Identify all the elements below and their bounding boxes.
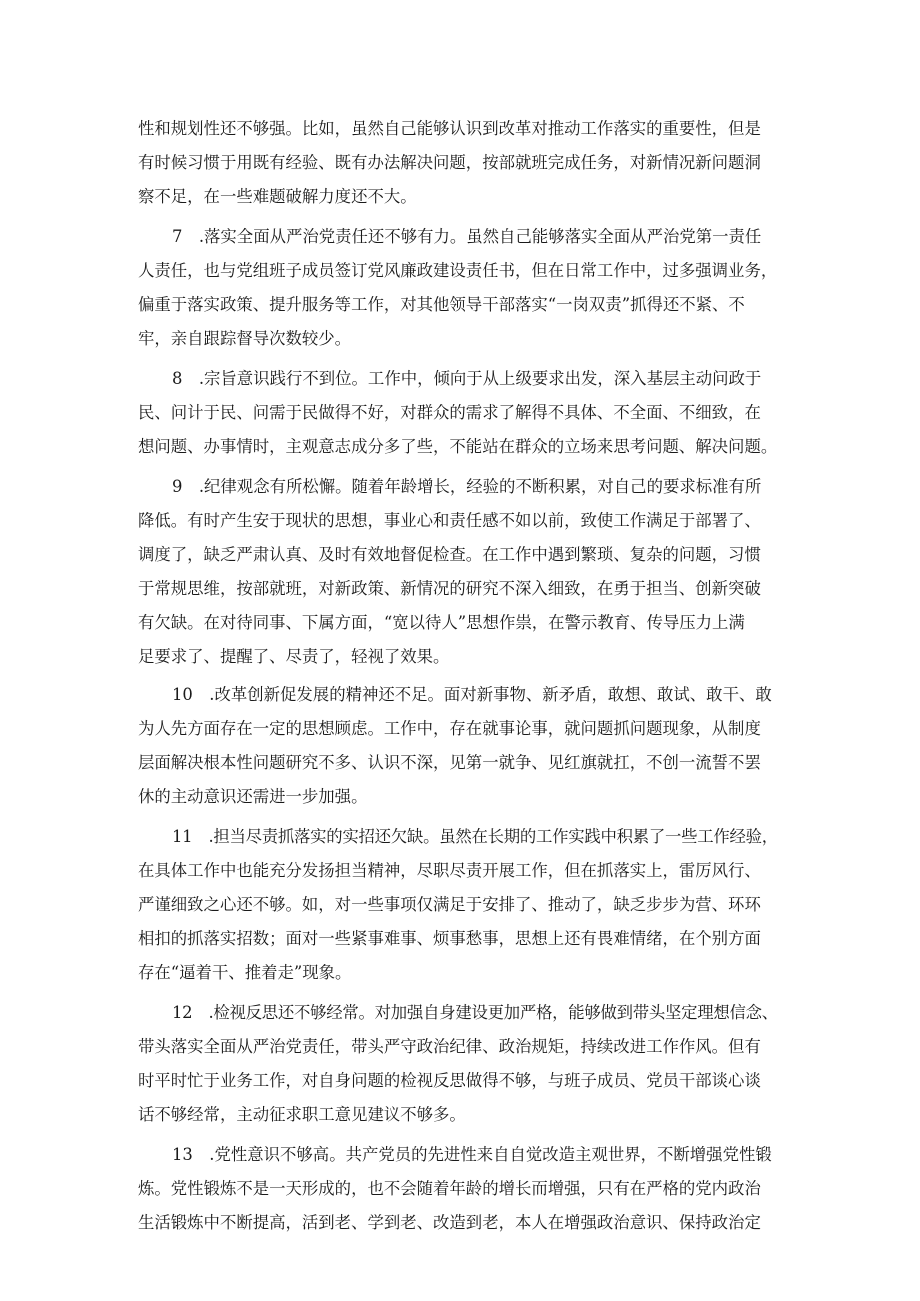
text-line: 8 .宗旨意识践行不到位。工作中，倾向于从上级要求出发，深入基层主动问政于 bbox=[172, 369, 762, 388]
text-line: 偏重于落实政策、提升服务等工作，对其他领导干部落实“一岗双责”抓得还不紧、不 bbox=[138, 295, 745, 314]
text-line: 为人先方面存在一定的思想顾虑。工作中，存在就事论事，就问题抓问题现象，从制度 bbox=[138, 719, 761, 738]
text-line: 带头落实全面从严治党责任，带头严守政治纪律、政治规矩，持续改进工作作风。但有 bbox=[138, 1037, 761, 1056]
text-line: 10 .改革创新促发展的精神还不足。面对新事物、新矛盾，敢想、敢试、敢干、敢 bbox=[172, 685, 772, 704]
text-line: 生活锻炼中不断提高，活到老、学到老、改造到老，本人在增强政治意识、保持政治定 bbox=[138, 1213, 761, 1232]
text-line: 性和规划性还不够强。比如，虽然自己能够认识到改革对推动工作落实的重要性，但是 bbox=[138, 119, 761, 138]
text-line: 相扣的抓落实招数；面对一些紧事难事、烦事愁事，思想上还有畏难情绪，在个别方面 bbox=[138, 929, 761, 948]
text-line: 察不足，在一些难题破解力度还不大。 bbox=[138, 187, 417, 206]
text-line: 于常规思维，按部就班，对新政策、新情况的研究不深入细致，在勇于担当、创新突破 bbox=[138, 579, 761, 598]
text-line: 12 .检视反思还不够经常。对加强自身建设更加严格，能够做到带头坚定理想信念、 bbox=[172, 1003, 778, 1022]
text-line: 时平时忙于业务工作，对自身问题的检视反思做得不够，与班子成员、党员干部谈心谈 bbox=[138, 1071, 761, 1090]
text-line: 牢，亲自跟踪督导次数较少。 bbox=[138, 329, 352, 348]
text-line: 存在“逼着干、推着走”现象。 bbox=[138, 963, 352, 982]
text-line: 想问题、办事情时，主观意志成分多了些，不能站在群众的立场来思考问题、解决问题。 bbox=[138, 437, 778, 456]
text-line: 有欠缺。在对待同事、下属方面，“宽以待人”思想作祟，在警示教育、传导压力上满 bbox=[138, 613, 745, 632]
text-line: 9 .纪律观念有所松懈。随着年龄增长，经验的不断积累，对自己的要求标准有所 bbox=[172, 477, 762, 496]
text-line: 有时候习惯于用既有经验、既有办法解决问题，按部就班完成任务，对新情况新问题洞 bbox=[138, 153, 761, 172]
text-line: 13 .党性意识不够高。共产党员的先进性来自自觉改造主观世界，不断增强党性锻 bbox=[172, 1145, 772, 1164]
text-line: 休的主动意识还需进一步加强。 bbox=[138, 787, 368, 806]
text-line: 严谨细致之心还不够。如，对一些事项仅满足于安排了、推动了，缺乏步步为营、环环 bbox=[138, 895, 761, 914]
text-line: 话不够经常，主动征求职工意见建议不够多。 bbox=[138, 1105, 466, 1124]
text-line: 民、问计于民、问需于民做得不好，对群众的需求了解得不具体、不全面、不细致，在 bbox=[138, 403, 761, 422]
text-line: 层面解决根本性问题研究不多、认识不深，见第一就争、见红旗就扛，不创一流誓不罢 bbox=[138, 753, 761, 772]
text-line: 降低。有时产生安于现状的思想，事业心和责任感不如以前，致使工作满足于部署了、 bbox=[138, 511, 761, 530]
text-line: 在具体工作中也能充分发扬担当精神，尽职尽责开展工作，但在抓落实上，雷厉风行、 bbox=[138, 861, 761, 880]
text-line: 11 .担当尽责抓落实的实招还欠缺。虽然在长期的工作实践中积累了一些工作经验， bbox=[172, 827, 778, 846]
text-line: 7 .落实全面从严治党责任还不够有力。虽然自己能够落实全面从严治党第一责任 bbox=[172, 227, 762, 246]
text-line: 足要求了、提醒了、尽责了，轻视了效果。 bbox=[138, 647, 450, 666]
text-line: 人责任，也与党组班子成员签订党风廉政建设责任书，但在日常工作中，过多强调业务， bbox=[138, 261, 778, 280]
text-line: 调度了，缺乏严肃认真、及时有效地督促检查。在工作中遇到繁琐、复杂的问题，习惯 bbox=[138, 545, 761, 564]
text-line: 炼。党性锻炼不是一天形成的，也不会随着年龄的增长而增强，只有在严格的党内政治 bbox=[138, 1179, 761, 1198]
